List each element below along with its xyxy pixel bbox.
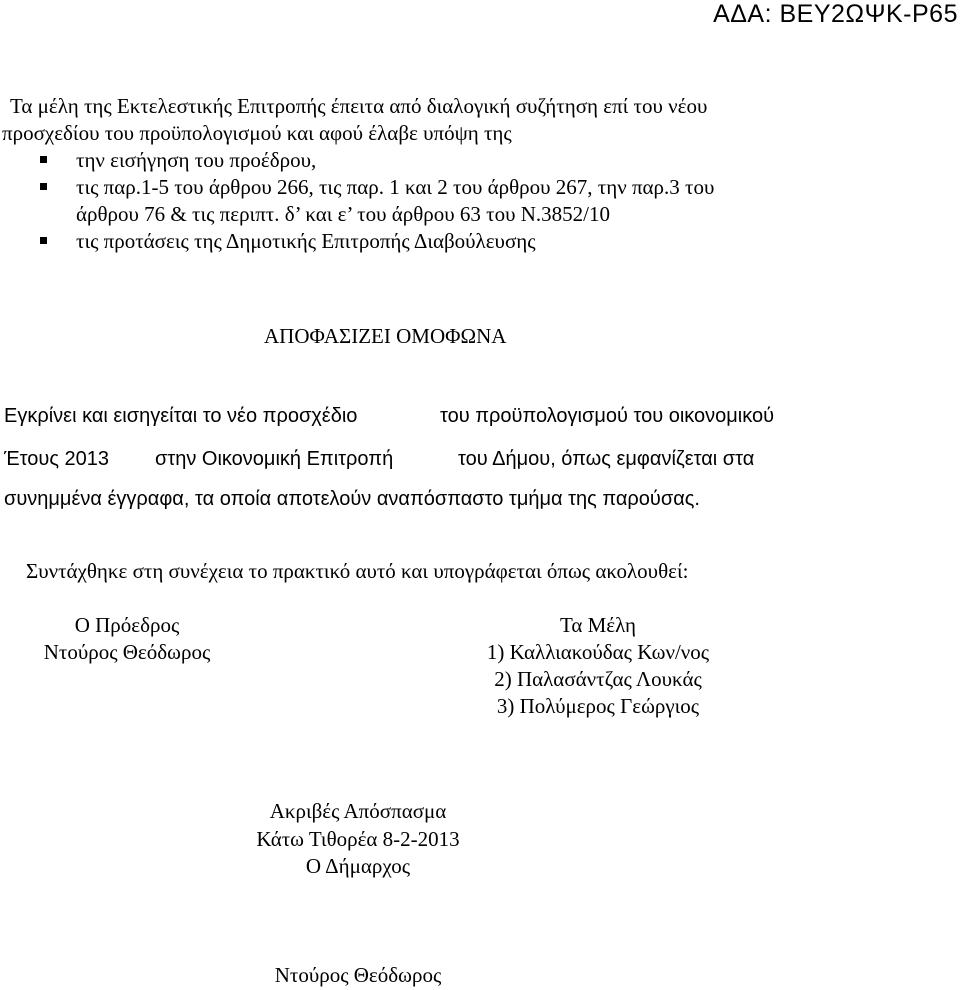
president-name: Ντούρος Θεόδωρος [43,640,211,664]
members-title: Τα Μέλη [559,613,637,637]
intro-line-1: Τα μέλη της Εκτελεστικής Επιτροπής έπειτα από διαλογική συζήτηση επί του νέου [10,94,708,118]
bullet-2-continuation: άρθρου 76 & τις περιπτ. δ’ και ε’ του άρθρου 63 του Ν.3852/10 [76,202,610,226]
bullet-icon [40,183,47,190]
member-3: 3) Πολύμερος Γεώργιος [496,694,700,718]
member-1: 1) Καλλιακούδας Κων/νος [486,640,710,664]
intro-line-2: προσχεδίου του προϋπολογισμού και αφού έλαβε υπόψη της [2,121,512,145]
member-2: 2) Παλασάντζας Λουκάς [494,667,702,691]
bullet-icon [40,237,47,244]
decision-line-1b: του προϋπολογισμού του οικονομικού [440,405,775,427]
mayor-name: Ντούρος Θεόδωρος [274,963,442,987]
ada-code: ΑΔΑ: ΒΕΥ2ΩΨΚ-Ρ65 [713,0,958,28]
certified-line-1: Ακριβές Απόσπασμα [269,799,447,823]
bullet-1-text: την εισήγηση του προέδρου, [76,148,317,172]
decision-line-2b: στην Οικονομική Επιτροπή [155,448,394,470]
decision-line-2a: Έτους 2013 [4,448,110,470]
closing-statement: Συντάχθηκε στη συνέχεια το πρακτικό αυτό και υπογράφεται όπως ακολουθεί: [26,559,689,583]
decision-line-2c: του Δήμου, όπως εμφανίζεται στα [458,448,755,470]
decision-line-1a: Εγκρίνει και εισηγείται το νέο προσχέδιο [4,405,358,427]
bullet-2-text: τις παρ.1-5 του άρθρου 266, τις παρ. 1 και 2 του άρθρου 267, την παρ.3 του [76,175,715,199]
certified-line-2: Κάτω Τιθορέα 8-2-2013 [256,827,460,851]
decision-line-3: συνημμένα έγγραφα, τα οποία αποτελούν αναπόσπαστο τμήμα της παρούσας. [4,488,700,510]
bullet-3-text: τις προτάσεις της Δημοτικής Επιτροπής Διαβούλευσης [76,229,536,253]
bullet-icon [40,156,47,163]
decision-heading: ΑΠΟΦΑΣΙΖΕΙ ΟΜΟΦΩΝΑ [264,324,507,348]
president-title: Ο Πρόεδρος [74,613,180,637]
certified-line-3: Ο Δήμαρχος [305,854,411,878]
